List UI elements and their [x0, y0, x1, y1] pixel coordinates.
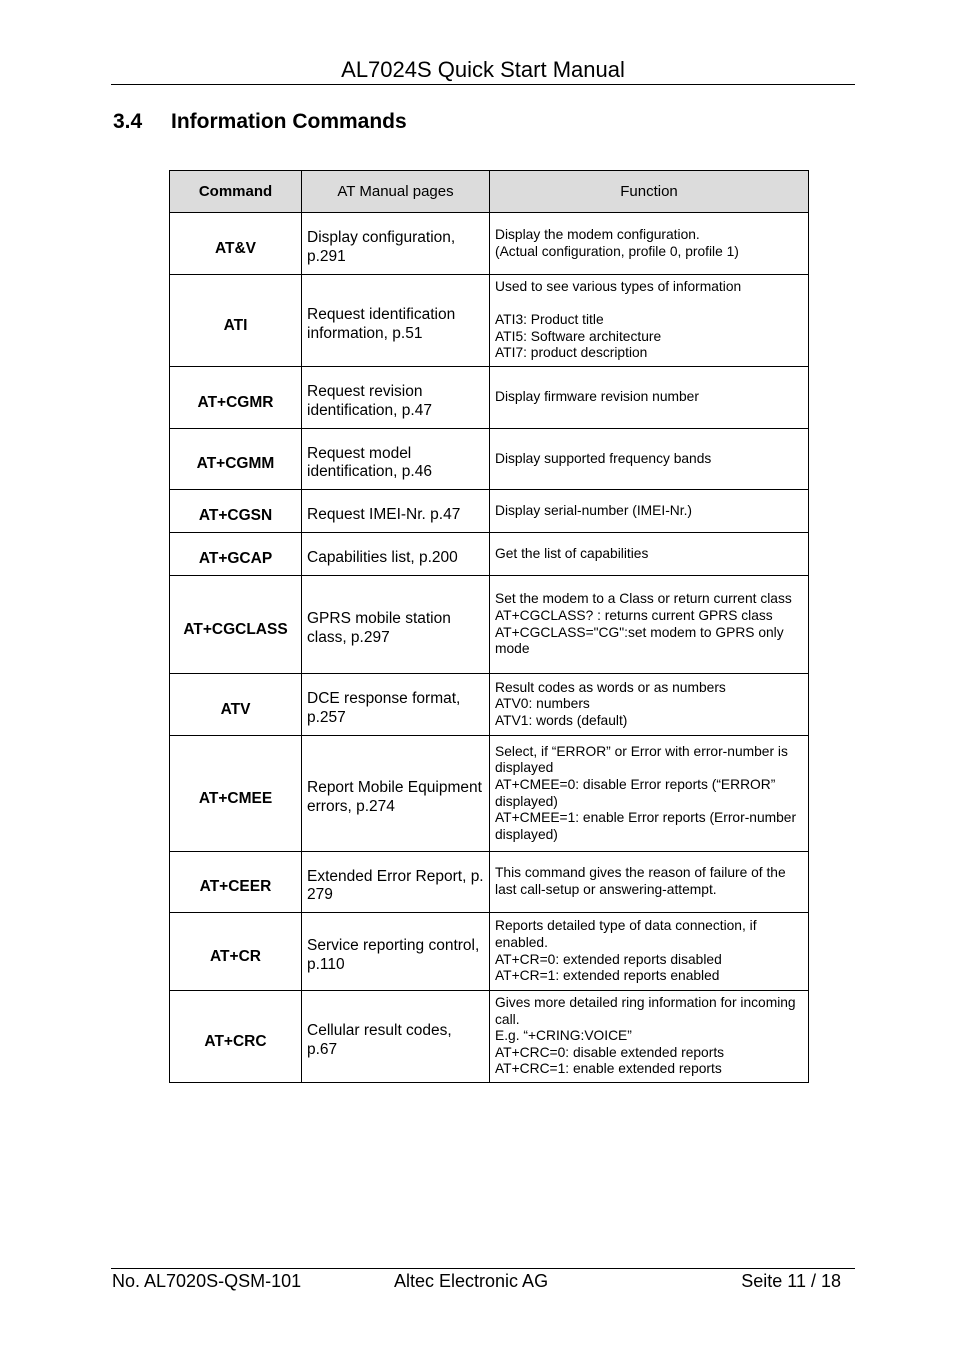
command-cell: AT&V — [170, 213, 302, 275]
manual-pages-cell: Request identification information, p.51 — [302, 275, 490, 367]
table-row — [170, 533, 809, 576]
table-row — [170, 213, 809, 275]
section-heading — [113, 110, 407, 134]
command-cell: AT+CGMM — [170, 429, 302, 490]
command-cell: ATV — [170, 674, 302, 736]
function-cell: Reports detailed type of data connection, if enabled. AT+CR=0: extended reports disabled AT+CR=1: extended reports enabled — [490, 913, 809, 991]
command-cell: ATI — [170, 275, 302, 367]
manual-pages-cell: Extended Error Report, p. 279 — [302, 852, 490, 913]
table-row — [170, 367, 809, 429]
manual-pages-cell: Report Mobile Equipment errors, p.274 — [302, 736, 490, 852]
table-row — [170, 429, 809, 490]
manual-pages-cell: Display configuration, p.291 — [302, 213, 490, 275]
manual-pages-cell: DCE response format, p.257 — [302, 674, 490, 736]
command-cell: AT+CGMR — [170, 367, 302, 429]
section-title: Information Commands — [171, 110, 407, 133]
manual-pages-cell: Capabilities list, p.200 — [302, 533, 490, 576]
information-commands-table — [169, 170, 809, 1083]
table-row — [170, 576, 809, 674]
page-footer — [111, 1268, 855, 1291]
command-cell: AT+CEER — [170, 852, 302, 913]
header-command: Command — [170, 171, 302, 213]
function-cell: Display the modem configuration. (Actual configuration, profile 0, profile 1) — [490, 213, 809, 275]
manual-pages-cell: Service reporting control, p.110 — [302, 913, 490, 991]
manual-pages-cell: GPRS mobile station class, p.297 — [302, 576, 490, 674]
table-row — [170, 913, 809, 991]
function-cell: Result codes as words or as numbers ATV0: numbers ATV1: words (default) — [490, 674, 809, 736]
manual-pages-cell: Request revision identification, p.47 — [302, 367, 490, 429]
page-number: Seite 11 / 18 — [741, 1271, 841, 1291]
function-cell: Select, if “ERROR” or Error with error-number is displayed AT+CMEE=0: disable Error reports (“ERROR” displayed) AT+CMEE=1: enable Error reports (Error-number displayed) — [490, 736, 809, 852]
function-cell: This command gives the reason of failure of the last call-setup or answering-attempt. — [490, 852, 809, 913]
function-cell: Gives more detailed ring information for incoming call. E.g. “+CRING:VOICE” AT+CRC=0: disable extended reports AT+CRC=1: enable extended reports — [490, 991, 809, 1083]
document-number: No. AL7020S-QSM-101 — [112, 1271, 302, 1291]
function-cell: Get the list of capabilities — [490, 533, 809, 576]
manual-pages-cell: Request model identification, p.46 — [302, 429, 490, 490]
table-row — [170, 674, 809, 736]
function-cell: Display firmware revision number — [490, 367, 809, 429]
command-cell: AT+CMEE — [170, 736, 302, 852]
section-number: 3.4 — [113, 110, 143, 133]
command-cell: AT+CGCLASS — [170, 576, 302, 674]
function-cell: Display serial-number (IMEI-Nr.) — [490, 490, 809, 533]
header-manual-pages: AT Manual pages — [302, 171, 490, 213]
document-title: AL7024S Quick Start Manual — [341, 57, 625, 82]
function-cell: Set the modem to a Class or return current class AT+CGCLASS? : returns current GPRS class AT+CGCLASS="CG":set modem to GPRS only mode — [490, 576, 809, 674]
command-cell: AT+CGSN — [170, 490, 302, 533]
table-row — [170, 490, 809, 533]
page-header — [111, 56, 855, 85]
command-cell: AT+CRC — [170, 991, 302, 1083]
table-row — [170, 991, 809, 1083]
table-row — [170, 852, 809, 913]
manual-pages-cell: Request IMEI-Nr. p.47 — [302, 490, 490, 533]
function-cell: Display supported frequency bands — [490, 429, 809, 490]
header-function: Function — [490, 171, 809, 213]
company-name: Altec Electronic AG — [394, 1271, 549, 1291]
table-row — [170, 736, 809, 852]
command-cell: AT+CR — [170, 913, 302, 991]
manual-pages-cell: Cellular result codes, p.67 — [302, 991, 490, 1083]
function-cell: Used to see various types of information ATI3: Product title ATI5: Software architecture ATI7: product description — [490, 275, 809, 367]
command-cell: AT+GCAP — [170, 533, 302, 576]
table-header-row — [170, 171, 809, 213]
table-row — [170, 275, 809, 367]
